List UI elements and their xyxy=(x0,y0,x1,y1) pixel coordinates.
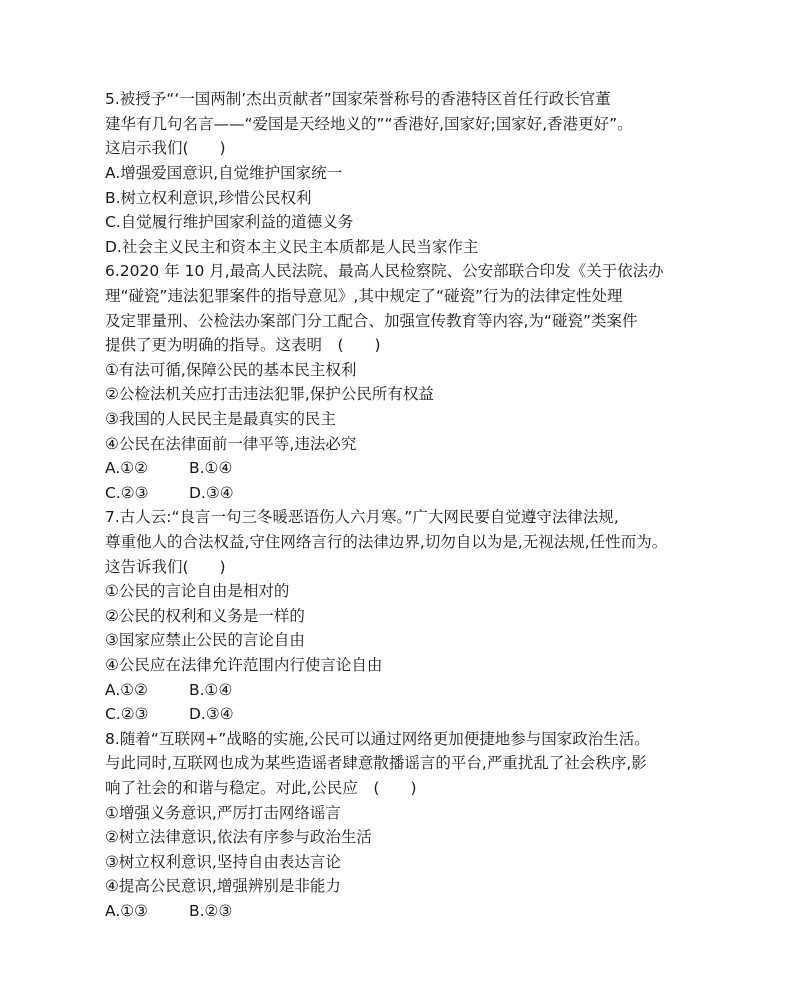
q6-choice-row-1 xyxy=(105,457,233,479)
q8-stem-line-3: 响了社会的和谐与稳定。对此,公民应 ( ) xyxy=(105,779,417,797)
q8-item-1: ①增强义务意识,严厉打击网络谣言 xyxy=(105,804,341,822)
q5-option-d: D.社会主义民主和资本主义民主本质都是人民当家作主 xyxy=(105,238,479,256)
q6-item-2: ②公检法机关应打击违法犯罪,保护公民所有权益 xyxy=(105,385,434,403)
q7-choice-d: D.③④ xyxy=(189,705,234,723)
q7-item-2: ②公民的权利和义务是一样的 xyxy=(105,607,305,625)
q5-option-c: C.自觉履行维护国家利益的道德义务 xyxy=(105,213,354,231)
q6-stem-line-3: 及定罪量刑、公检法办案部门分工配合、加强宣传教育等内容,为“碰瓷”类案件 xyxy=(105,312,638,330)
q5-option-b: B.树立权利意识,珍惜公民权利 xyxy=(105,189,312,207)
q8-choice-a: A.①③ xyxy=(105,902,149,920)
q8-item-4: ④提高公民意识,增强辨别是非能力 xyxy=(105,877,341,895)
q5-stem-line-1: 5.被授予“‘一国两制’杰出贡献者”国家荣誉称号的香港特区首任行政长官董 xyxy=(105,90,611,108)
q6-item-4: ④公民在法律面前一律平等,违法必究 xyxy=(105,435,357,453)
q6-choice-d: D.③④ xyxy=(189,484,234,502)
q6-item-3: ③我国的人民民主是最真实的民主 xyxy=(105,410,336,428)
q7-choice-a: A.①② xyxy=(105,681,149,699)
q7-choice-b: B.①④ xyxy=(189,681,233,699)
q7-stem-line-3: 这告诉我们( ) xyxy=(105,558,226,576)
q7-stem-line-2: 尊重他人的合法权益,守住网络言行的法律边界,切勿自以为是,无视法规,任性而为。 xyxy=(105,533,668,551)
q6-choice-b: B.①④ xyxy=(189,459,233,477)
q7-item-3: ③国家应禁止公民的言论自由 xyxy=(105,631,305,649)
q6-item-1: ①有法可循,保障公民的基本民主权利 xyxy=(105,361,357,379)
q6-choice-a: A.①② xyxy=(105,459,149,477)
q6-stem-line-1: 6.2020 年 10 月,最高人民法院、最高人民检察院、公安部联合印发《关于依法办 xyxy=(105,262,664,280)
q6-choice-c: C.②③ xyxy=(105,484,149,502)
q7-item-1: ①公民的言论自由是相对的 xyxy=(105,582,290,600)
q6-stem-line-2: 理“碰瓷”违法犯罪案件的指导意见》,其中规定了“碰瓷”行为的法律定性处理 xyxy=(105,287,623,305)
q7-choice-row-1 xyxy=(105,679,233,701)
q5-stem-line-3: 这启示我们( ) xyxy=(105,139,226,157)
q7-item-4: ④公民应在法律允许范围内行使言论自由 xyxy=(105,656,383,674)
q8-choice-b: B.②③ xyxy=(189,902,233,920)
q7-choice-row-2 xyxy=(105,703,234,725)
q5-stem-line-2: 建华有几句名言——“爱国是天经地义的”“香港好,国家好;国家好,香港更好”。 xyxy=(105,115,633,133)
q8-stem-line-2: 与此同时,互联网也成为某些造谣者肆意散播谣言的平台,严重扰乱了社会秩序,影 xyxy=(105,754,647,772)
q5-option-a: A.增强爱国意识,自觉维护国家统一 xyxy=(105,164,343,182)
q8-item-3: ③树立权利意识,坚持自由表达言论 xyxy=(105,853,341,871)
q8-choice-row-1 xyxy=(105,900,233,922)
q8-stem-line-1: 8.随着“互联网+”战略的实施,公民可以通过网络更加便捷地参与国家政治生活。 xyxy=(105,730,650,748)
q7-choice-c: C.②③ xyxy=(105,705,149,723)
q8-item-2: ②树立法律意识,依法有序参与政治生活 xyxy=(105,828,372,846)
q6-choice-row-2 xyxy=(105,482,234,504)
q6-stem-line-4: 提供了更为明确的指导。这表明 ( ) xyxy=(105,336,381,354)
q7-stem-line-1: 7.古人云:“良言一句三冬暖恶语伤人六月寒。”广大网民要自觉遵守法律法规, xyxy=(105,508,619,526)
